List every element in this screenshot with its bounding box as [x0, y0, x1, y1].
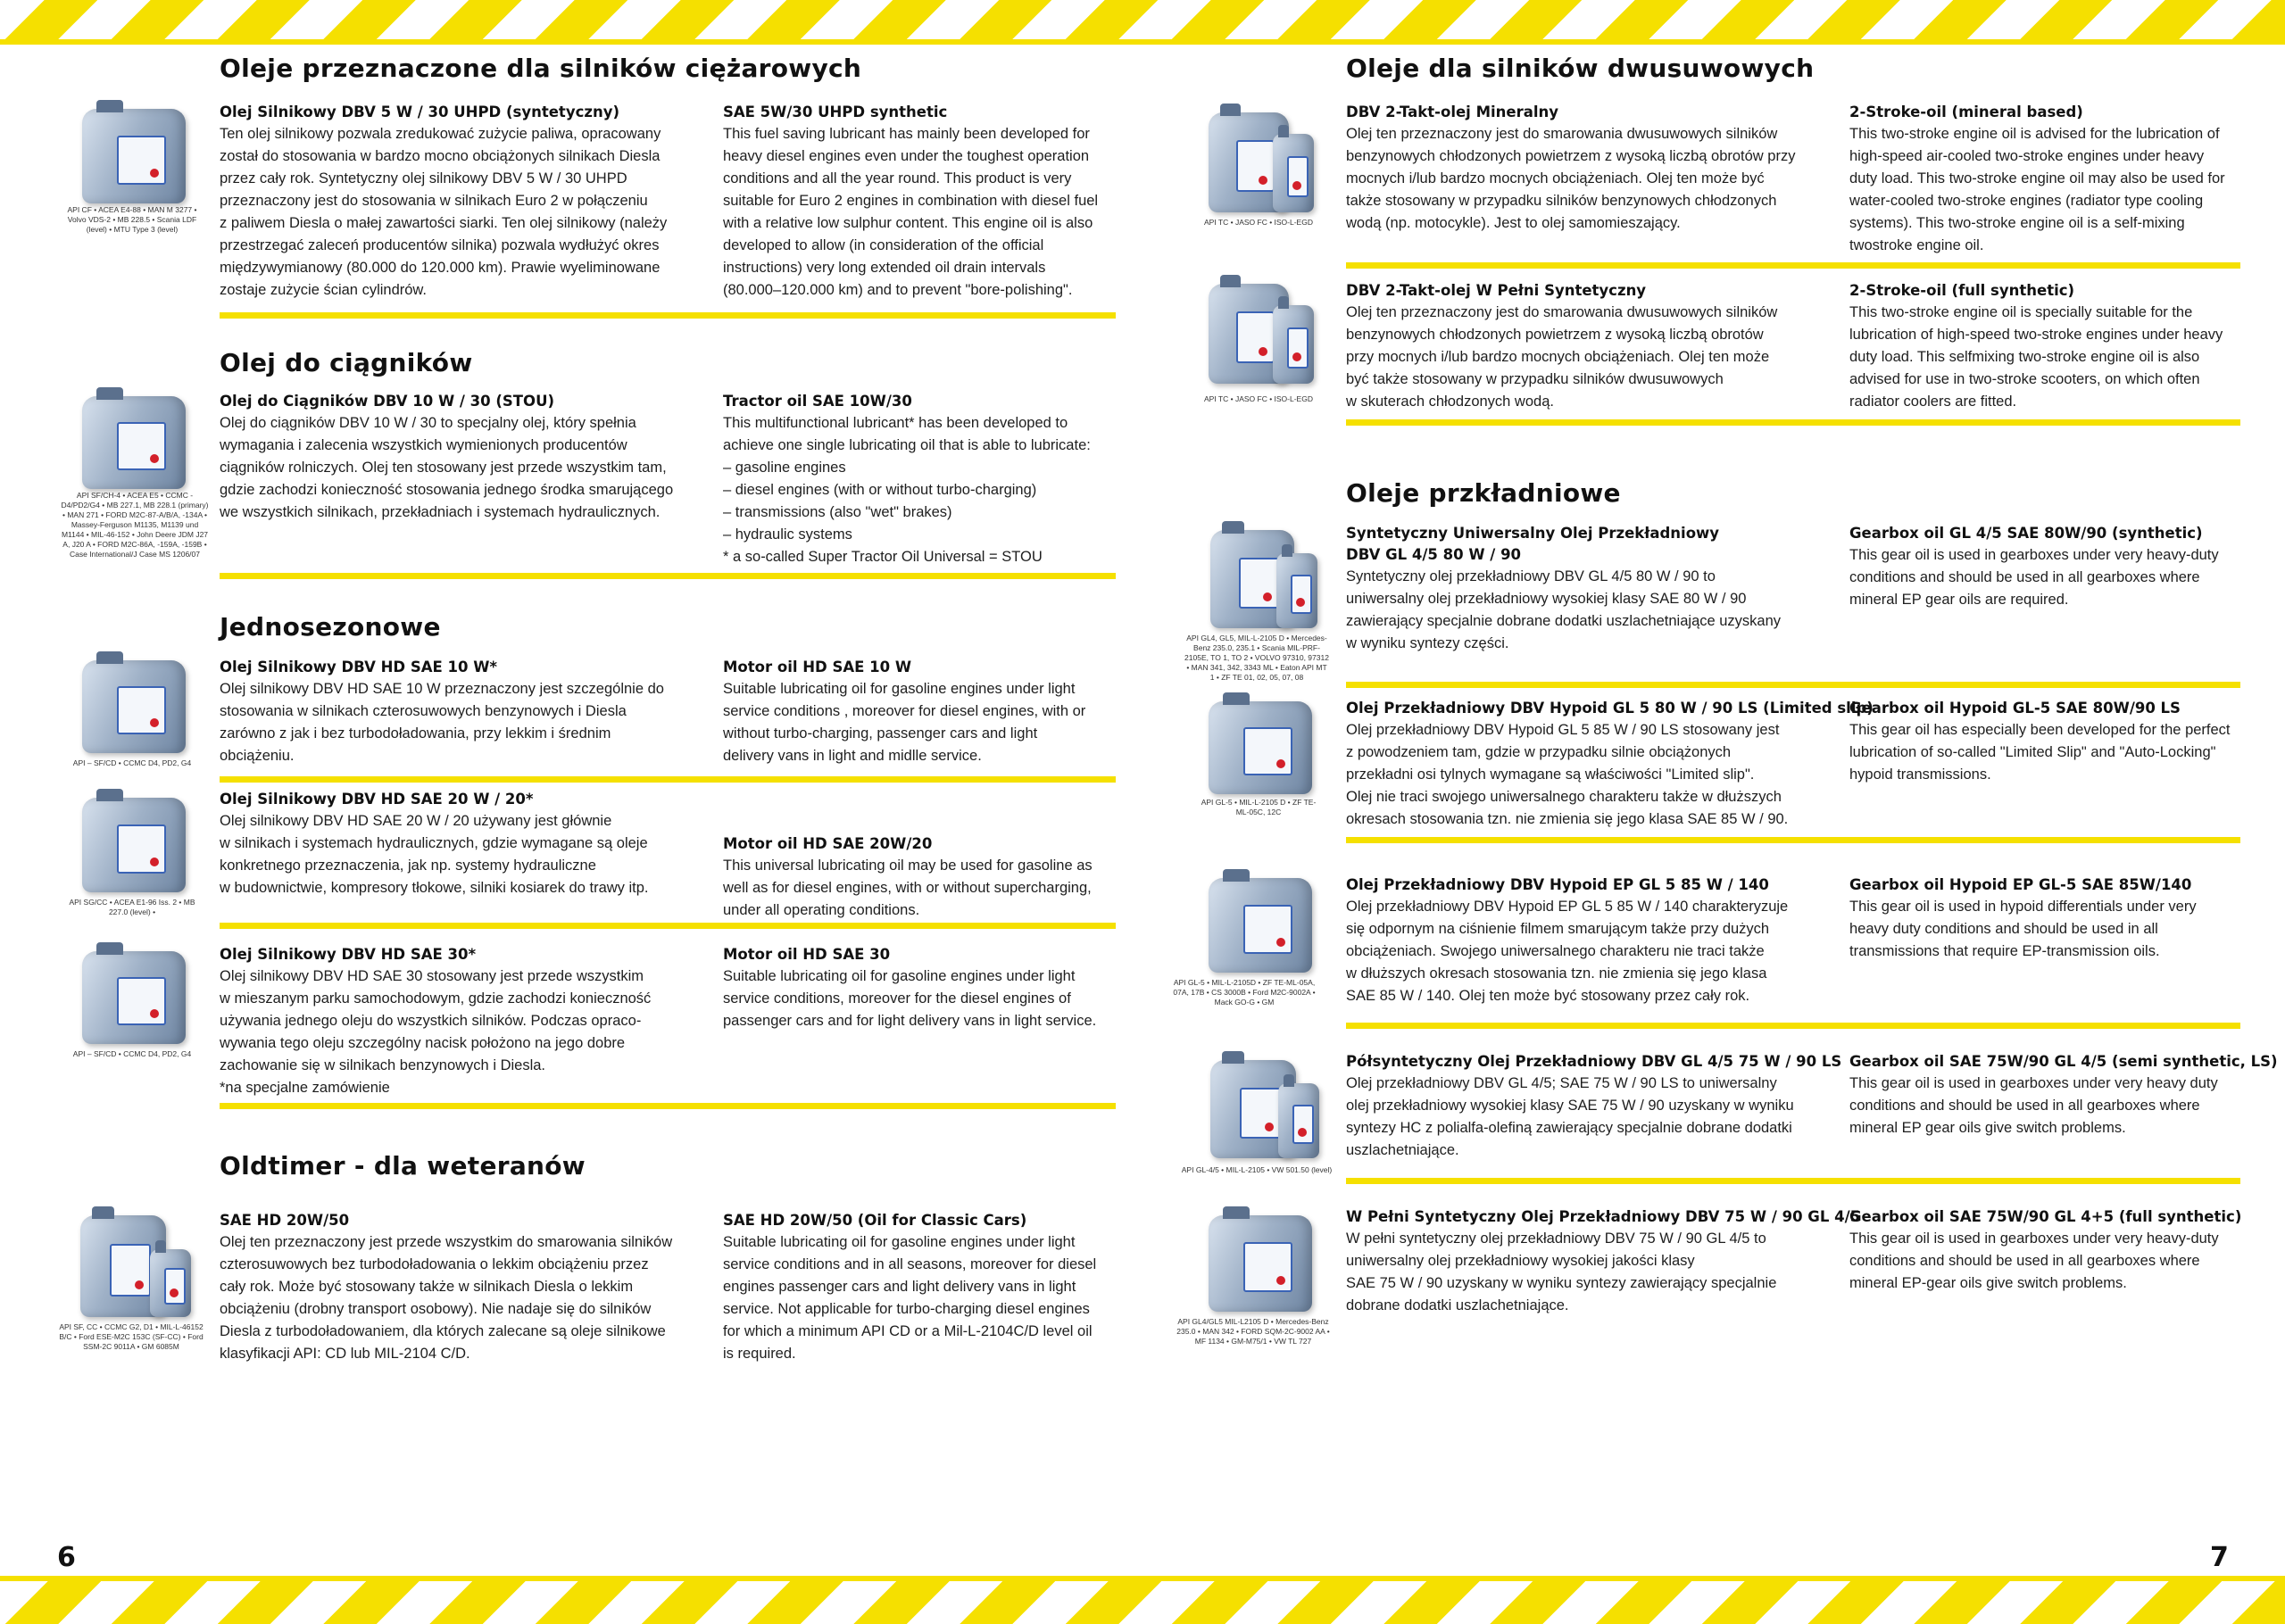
oil-canister-image — [82, 951, 186, 1044]
product-description-pl: Syntetyczny olej przekładniowy DBV GL 4/5 80 W / 90 to uniwersalny olej przekładniowy wysokiej klasy SAE 80 W / 90 zawierający specjalnie dobrane dodatki uszlachetniające uzyskany w wyniku syntezy części. — [1346, 568, 1782, 651]
divider-rule — [220, 923, 1116, 929]
top-hazard-stripe — [0, 0, 2285, 45]
divider-rule — [1346, 1023, 2240, 1029]
product-description-en: This universal lubricating oil may be used for gasoline as well as for diesel engines, with or without supercharging, under all operating conditions. — [723, 858, 1093, 918]
product-title-en: Tractor oil SAE 10W/30 — [723, 393, 912, 410]
product-title-en: Gearbox oil SAE 75W/90 GL 4/5 (semi synthetic, LS) — [1849, 1053, 2278, 1070]
product-title-pl: Olej Silnikowy DBV 5 W / 30 UHPD (syntetyczny) — [220, 104, 619, 120]
product-description-pl: Olej silnikowy DBV HD SAE 20 W / 20 używany jest głównie w silnikach i systemach hydraulicznych, gdzie wymagane są oleje konkretnego przeznaczenia, jak np. systemy hydrauliczne w budownictwie, kompresory tłokowe, silniki kosiarek do trawy itp. — [220, 813, 649, 896]
divider-rule — [1346, 682, 2240, 688]
product-description-pl: Olej silnikowy DBV HD SAE 30 stosowany jest przede wszystkim w mieszanym parku samochodowym, gdzie zachodzi konieczność używania jednego oleju do wszystkich silników. Podczas opraco- wywania tego oleju szczególny nacisk położono na jego dobre zachowanie się w silnikach benzynowych i Diesla. *na specjalne zamówienie — [220, 968, 652, 1096]
divider-rule — [220, 776, 1116, 783]
divider-rule — [1346, 419, 2240, 426]
oil-canister-image — [82, 660, 186, 753]
product-spec: API GL-5 • MIL-L-2105D • ZF TE-ML-05A, 07A, 17B • CS 3000B • Ford M2C-9002A • Mack GO-G • GM — [1173, 978, 1316, 1007]
product-title-en: SAE 5W/30 UHPD synthetic — [723, 104, 948, 120]
product-title-en: SAE HD 20W/50 (Oil for Classic Cars) — [723, 1212, 1027, 1229]
divider-rule — [1346, 837, 2240, 843]
product-title-en: Motor oil HD SAE 10 W — [723, 659, 912, 675]
product-description-pl: Olej ten przeznaczony jest przede wszystkim do smarowania silników czterosuwowych bez turbodoładowania o lekkim obciążeniu przez cały rok. Może być stosowany także w silnikach Diesla o lekkim obciążeniu (drobny transport osobowy). Nie nadaje się do silników Diesla z turbodoładowaniem, dla których zalecane są oleje silnikowe klasyfikacji API: CD lub MIL-2104 C/D. — [220, 1234, 673, 1362]
product-description-en: This gear oil is used in gearboxes under very heavy duty conditions and should be used in all gearboxes where mineral EP gear oils give switch problems. — [1849, 1075, 2218, 1136]
product-description-en: This gear oil is used in gearboxes under very heavy-duty conditions and should be used in all gearboxes where mineral EP-gear oils give switch problems. — [1849, 1230, 2219, 1291]
oil-bottle-image — [1278, 1083, 1319, 1158]
product-spec: API GL-4/5 • MIL-L-2105 • VW 501.50 (level) — [1181, 1165, 1333, 1174]
product-description-pl: Olej do ciągników DBV 10 W / 30 to specjalny olej, który spełnia wymagania i zalecenia wszystkich wymienionych producentów ciągników rolniczych. Olej ten stosowany jest przede wszystkim tam, gdzie zachodzi konieczność stosowania jednego środka smarującego we wszystkich silnikach, przekładniach i systemach hydraulicznych. — [220, 415, 674, 520]
product-spec: API SF/CH-4 • ACEA E5 • CCMC - D4/PD2/G4 • MB 227.1, MB 228.1 (primary) • MAN 271 • FORD M2C-87-A/B/A, -134A • Massey-Ferguson M1135, M1139 und M1144 • MIL-46-152 • John Deere JDM J27 A, J20 A • FORD M2C-86A, -159A, -159B • Case International/J Case MS 1206/07 — [61, 491, 209, 559]
product-description-en: Suitable lubricating oil for gasoline engines under light service conditions and in all seasons, moreover for diesel engines passenger cars and light delivery vans in light service. Not applicable for turbo-charging diesel engines for which a minimum API CD or a Mil-L-2104C/D level oil is required. — [723, 1234, 1097, 1362]
product-spec: API – SF/CD • CCMC D4, PD2, G4 — [72, 1049, 192, 1058]
divider-rule — [220, 312, 1116, 319]
product-title-en: Gearbox oil GL 4/5 SAE 80W/90 (synthetic) — [1849, 525, 2203, 542]
divider-rule — [220, 573, 1116, 579]
divider-rule — [220, 1103, 1116, 1109]
bottom-hazard-stripe — [0, 1576, 2285, 1624]
product-spec: API – SF/CD • CCMC D4, PD2, G4 — [72, 758, 192, 767]
product-title-en: 2-Stroke-oil (full synthetic) — [1849, 282, 2075, 299]
product-title-en: Motor oil HD SAE 30 — [723, 946, 891, 963]
product-description-en: This fuel saving lubricant has mainly been developed for heavy diesel engines even under the toughest operation conditions and all the year round. This product is very suitable for Euro 2 engines in combination with diesel fuel with a relative low sulphur content. This engine oil is also developed to allow (in consideration of the official instructions) very long extended oil drain intervals (80.000–120.000 km) and to prevent "bore-polishing". — [723, 126, 1099, 298]
section-heading-two-stroke: Oleje dla silników dwusuwowych — [1346, 54, 1815, 83]
oil-canister-image — [1209, 701, 1312, 794]
product-spec: API GL-5 • MIL-L-2105 D • ZF TE-ML-05C, 12C — [1201, 798, 1317, 816]
product-spec: API GL4, GL5, MIL-L-2105 D • Mercedes-Benz 235.0, 235.1 • Scania MIL-PRF-2105E, TO 1, TO 2 • VOLVO 97310, 97312 • MAN 341, 342, 3343 ML • Eaton API MT 1 • ZF TE 01, 02, 05, 07, 08 — [1184, 634, 1329, 682]
product-title-en: Motor oil HD SAE 20W/20 — [723, 835, 933, 852]
product-title-en: 2-Stroke-oil (mineral based) — [1849, 104, 2083, 120]
page-number-left: 6 — [57, 1542, 76, 1573]
product-title-pl: Syntetyczny Uniwersalny Olej Przekładniowy DBV GL 4/5 80 W / 90 — [1346, 525, 1720, 563]
product-title-pl: Olej Silnikowy DBV HD SAE 30* — [220, 946, 477, 963]
product-description-pl: Olej ten przeznaczony jest do smarowania dwusuwowych silników benzynowych chłodzonych powietrzem z wysoką liczbą obrotów przy mocnych i/lub bardzo mocnych obciążeniach. Olej ten może być także stosowany w przypadku silników benzynowych chłodzonych wodą (np. motocykle). Jest to olej samomieszający. — [1346, 126, 1796, 231]
product-description-pl: Olej przekładniowy DBV GL 4/5; SAE 75 W / 90 LS to uniwersalny olej przekładniowy wysokiej klasy SAE 75 W / 90 uzyskany w wyniku syntezy HC z polialfa-olefiną zawierający specjalnie dobrane dodatki uszlachetniające. — [1346, 1075, 1794, 1158]
product-description-en: This gear oil is used in hypoid differentials under very heavy duty conditions and should be used in all transmissions that require EP-transmission oils. — [1849, 899, 2197, 959]
oil-bottle-image — [1273, 305, 1314, 384]
oil-canister-image — [82, 396, 186, 489]
product-spec: API GL4/GL5 MIL-L2105 D • Mercedes-Benz 235.0 • MAN 342 • FORD SQM-2C-9002 AA • MF 1134 • GM-M75/1 • VW TL 727 — [1176, 1317, 1330, 1346]
oil-bottle-image — [1273, 134, 1314, 212]
section-heading-gear-oils: Oleje przkładniowe — [1346, 478, 1621, 508]
product-title-en: Gearbox oil SAE 75W/90 GL 4+5 (full synthetic) — [1849, 1208, 2242, 1225]
product-title-pl: DBV 2-Takt-olej Mineralny — [1346, 104, 1559, 120]
product-description-en: This multifunctional lubricant* has been developed to achieve one single lubricating oil that is able to lubricate: – gasoline engines – diesel engines (with or without turbo-charging) – transmissions (also "wet" brakes) – hydraulic systems * a so-called Super Tractor Oil Universal = STOU — [723, 415, 1091, 565]
divider-rule — [1346, 262, 2240, 269]
product-description-pl: Olej silnikowy DBV HD SAE 10 W przeznaczony jest szczególnie do stosowania w silnikach czterosuwowych benzynowych i Diesla zarówno z jak i bez turbodoładowania, przy lekkim i średnim obciążeniu. — [220, 681, 664, 764]
oil-bottle-image — [1276, 553, 1317, 628]
product-description-pl: Olej przekładniowy DBV Hypoid GL 5 85 W / 90 LS stosowany jest z powodzeniem tam, gdzie w przypadku silnie obciążonych przekładni osi tylnych wymagane są właściwości "Limited slip". Olej nie traci swojego uniwersalnego charakteru także w dłuższych okresach stosowania tzn. nie zmienia się jego klasa SAE 85 W / 90. — [1346, 722, 1789, 827]
product-title-pl: Olej Silnikowy DBV HD SAE 10 W* — [220, 659, 498, 675]
product-spec: API SG/CC • ACEA E1-96 Iss. 2 • MB 227.0 (level) • — [69, 898, 195, 916]
product-description-en: This gear oil is used in gearboxes under very heavy-duty conditions and should be used in all gearboxes where mineral EP gear oils are required. — [1849, 547, 2219, 608]
product-title-pl: Olej Silnikowy DBV HD SAE 20 W / 20* — [220, 791, 534, 808]
divider-rule — [1346, 1178, 2240, 1184]
product-title-pl: SAE HD 20W/50 — [220, 1212, 350, 1229]
product-title-en: Gearbox oil Hypoid EP GL-5 SAE 85W/140 — [1849, 876, 2192, 893]
product-description-en: Suitable lubricating oil for gasoline engines under light service conditions, moreover for the diesel engines of passenger cars and for light delivery vans in light service. — [723, 968, 1097, 1029]
oil-canister-image — [82, 798, 186, 892]
product-title-pl: W Pełni Syntetyczny Olej Przekładniowy DBV 75 W / 90 GL 4/5 — [1346, 1208, 1861, 1225]
section-heading-tractor-oil: Olej do ciągników — [220, 348, 473, 377]
product-title-pl: Olej Przekładniowy DBV Hypoid EP GL 5 85 W / 140 — [1346, 876, 1769, 893]
product-description-en: This two-stroke engine oil is specially suitable for the lubrication of high-speed two-stroke engines under heavy duty load. This selfmixing two-stroke engine oil is also advised for use in two-stroke scooters, on which often radiator coolers are fitted. — [1849, 304, 2223, 410]
section-heading-single-season: Jednosezonowe — [220, 612, 441, 642]
product-title-pl: Olej Przekładniowy DBV Hypoid GL 5 80 W / 90 LS (Limited slip) — [1346, 700, 1874, 717]
product-description-en: This two-stroke engine oil is advised for the lubrication of high-speed air-cooled two-stroke engines under heavy duty load. This two-stroke engine oil may also be used for water-cooled two-stroke engines (radiator type cooling systems). This two-stroke engine oil is a self-mixing twostroke engine oil. — [1849, 126, 2225, 253]
product-description-pl: W pełni syntetyczny olej przekładniowy DBV 75 W / 90 GL 4/5 to uniwersalny olej przekładniowy wysokiej jakości klasy SAE 75 W / 90 uzyskany w wyniku syntezy zawierający specjalnie dobrane dodatki uszlachetniające. — [1346, 1230, 1777, 1313]
product-title-pl: Półsyntetyczny Olej Przekładniowy DBV GL 4/5 75 W / 90 LS — [1346, 1053, 1842, 1070]
page-number-right: 7 — [2210, 1542, 2229, 1573]
product-description-en: This gear oil has especially been developed for the perfect lubrication of so-called "Limited Slip" and "Auto-Locking" hypoid transmissions. — [1849, 722, 2231, 783]
product-spec: API CF • ACEA E4-88 • MAN M 3277 • Volvo VDS-2 • MB 228.5 • Scania LDF (level) • MTU Type 3 (level) — [67, 205, 197, 234]
section-heading-truck-oils: Oleje przeznaczone dla silników ciężarowych — [220, 54, 862, 83]
oil-canister-image — [1209, 1215, 1312, 1312]
product-title-en: Gearbox oil Hypoid GL-5 SAE 80W/90 LS — [1849, 700, 2181, 717]
product-spec: API TC • JASO FC • ISO-L-EGD — [1204, 218, 1313, 227]
product-title-pl: DBV 2-Takt-olej W Pełni Syntetyczny — [1346, 282, 1647, 299]
oil-bottle-image — [150, 1249, 191, 1317]
oil-canister-image — [1209, 878, 1312, 973]
product-description-pl: Olej przekładniowy DBV Hypoid EP GL 5 85 W / 140 charakteryzuje się odpornym na ciśnienie filmem smarującym także przy dużych obciążeniach. Swojego uniwersalnego charakteru nie traci także w dłuższych okresach stosowania tzn. nie zmienia się jego klasa SAE 85 W / 140. Olej ten może być stosowany przez cały rok. — [1346, 899, 1789, 1004]
product-title-pl: Olej do Ciągników DBV 10 W / 30 (STOU) — [220, 393, 555, 410]
product-description-pl: Ten olej silnikowy pozwala zredukować zużycie paliwa, opracowany został do stosowania w bardzo mocno obciążonych silnikach Diesla przez cały rok. Syntetyczny olej silnikowy DBV 5 W / 30 UHPD przeznaczony jest do stosowania w silnikach Euro 2 w połączeniu z paliwem Diesla o małej zawartości siarki. Ten olej silnikowy (należy przestrzegać zaleceń producentów silnika) pozwala wydłużyć okres międzywymianowy (80.000 do 120.000 km). Prawie wyeliminowane zostaje zużycie ścian cylindrów. — [220, 126, 668, 298]
oil-canister-image — [82, 109, 186, 203]
product-spec: API SF, CC • CCMC G2, D1 • MIL-L-46152 B/C • Ford ESE-M2C 153C (SF-CC) • Ford SSM-2C 9011A • GM 6085M — [59, 1322, 204, 1351]
product-description-pl: Olej ten przeznaczony jest do smarowania dwusuwowych silników benzynowych chłodzonych powietrzem z wysoką liczbą obrotów przy mocnych i/lub bardzo mocnych obciążeniach. Olej ten może być także stosowany w przypadku silników dwusuwowych w skuterach chłodzonych wodą. — [1346, 304, 1778, 410]
section-heading-oldtimer: Oldtimer - dla weteranów — [220, 1151, 586, 1181]
product-spec: API TC • JASO FC • ISO-L-EGD — [1204, 394, 1313, 403]
product-description-en: Suitable lubricating oil for gasoline engines under light service conditions , moreover for diesel engines, with or without turbo-charging, passenger cars and light delivery vans in light and midlle service. — [723, 681, 1086, 764]
